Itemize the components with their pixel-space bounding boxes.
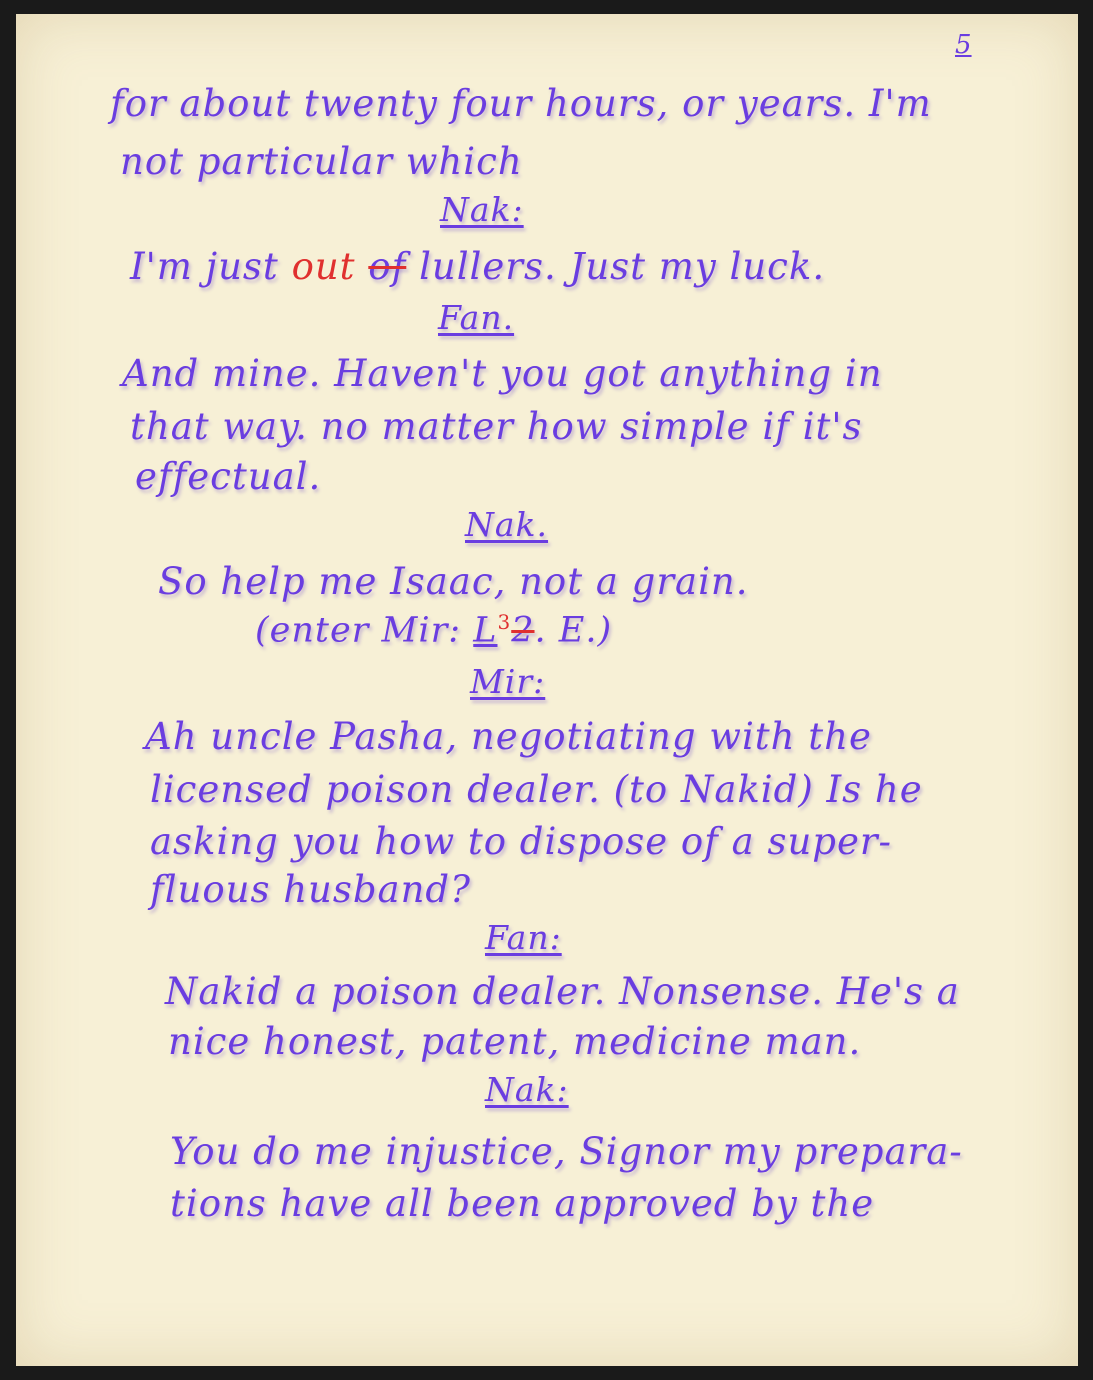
text-line-14: You do me injustice, Signor my prepara-: [170, 1130, 963, 1173]
line-3-end: lullers. Just my luck.: [419, 245, 826, 288]
text-line-2: not particular which: [120, 140, 523, 183]
red-correction-number: 3: [497, 610, 512, 634]
struck-number: 2: [511, 610, 535, 651]
text-line-8: Ah uncle Pasha, negotiating with the: [145, 715, 872, 758]
stage-direction-l: L: [473, 610, 498, 651]
text-line-13: nice honest, patent, medicine man.: [168, 1020, 862, 1063]
speaker-nak-3: Nak:: [485, 1070, 569, 1109]
struck-word: of: [368, 245, 407, 288]
text-line-12: Nakid a poison dealer. Nonsense. He's a: [165, 970, 960, 1013]
text-line-9: licensed poison dealer. (to Nakid) Is he: [150, 768, 923, 811]
speaker-fan-2: Fan:: [485, 918, 562, 957]
red-correction-word: out: [291, 245, 356, 288]
speaker-fan-1: Fan.: [438, 298, 515, 337]
stage-direction-start: (enter Mir:: [255, 610, 462, 651]
speaker-mir: Mir:: [470, 662, 546, 701]
text-line-15: tions have all been approved by the: [170, 1182, 875, 1225]
speaker-nak-1: Nak:: [440, 190, 524, 229]
stage-direction-end: . E.): [534, 610, 613, 651]
speaker-nak-2: Nak.: [465, 505, 549, 544]
text-line-10: asking you how to dispose of a super-: [150, 820, 893, 863]
text-line-4: And mine. Haven't you got anything in: [122, 352, 883, 395]
text-line-3: [130, 245, 825, 288]
text-line-1: for about twenty four hours, or years. I'm: [110, 82, 932, 125]
text-line-7: So help me Isaac, not a grain.: [158, 560, 749, 603]
stage-direction: [255, 610, 612, 651]
line-3-start: I'm just: [130, 245, 279, 288]
text-line-5: that way. no matter how simple if it's: [130, 405, 863, 448]
page-number: 5: [955, 30, 972, 60]
text-line-6: effectual.: [135, 455, 322, 498]
text-line-11: fluous husband?: [150, 868, 471, 911]
